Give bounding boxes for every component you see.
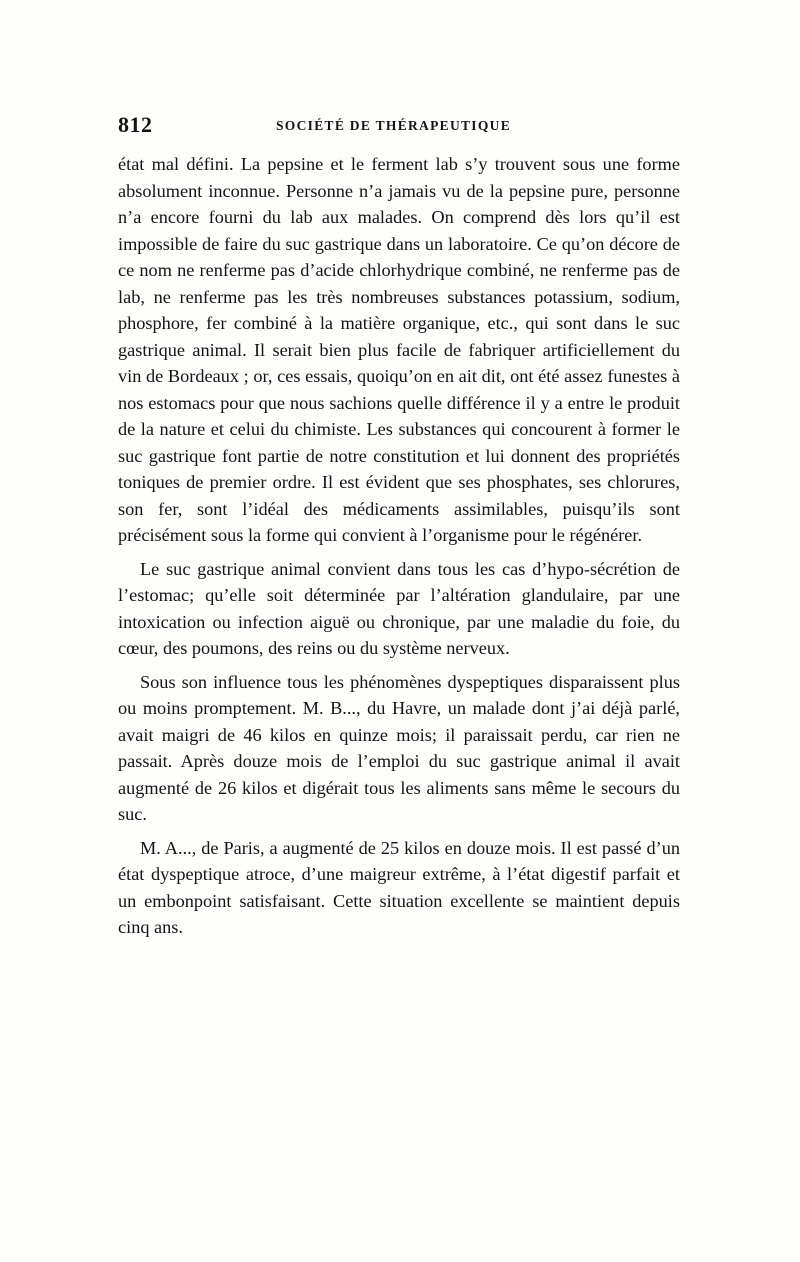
page-number: 812: [118, 112, 153, 137]
running-title: SOCIÉTÉ DE THÉRAPEUTIQUE: [276, 118, 512, 133]
body-text: [118, 151, 680, 948]
paragraph: Sous son influence tous les phénomènes dyspeptiques disparaissent plus ou moins promptement. M. B..., du Havre, un malade dont j’ai déjà parlé, avait maigri de 46 kilos en quinze mois; il paraissait perdu, car rien ne passait. Après douze mois de l’emploi du suc gastrique animal il avait augmenté de 26 kilos et digérait tous les aliments sans même le secours du suc.: [118, 671, 680, 824]
paragraph: Le suc gastrique animal convient dans tous les cas d’hypo-sécrétion de l’estomac; qu’elle soit déterminée par l’altération glandulaire, par une intoxication ou infection aiguë ou chronique, par une maladie du foie, du cœur, des poumons, des reins ou du système nerveux.: [118, 558, 680, 658]
paragraph: M. A..., de Paris, a augmenté de 25 kilos en douze mois. Il est passé d’un état dyspeptique atroce, d’une maigreur extrême, à l’état digestif parfait et un embonpoint satisfaisant. Cette situation excellente se maintient depuis cinq ans.: [118, 837, 680, 937]
page-header: [118, 112, 680, 142]
paragraph: état mal défini. La pepsine et le ferment lab s’y trouvent sous une forme absolument inconnue. Personne n’a jamais vu de la pepsine pure, personne n’a encore fourni du lab aux malades. On comprend dès lors qu’il est impossible de faire du suc gastrique dans un laboratoire. Ce qu’on décore de ce nom ne renferme pas d’acide chlorhydrique combiné, ne renferme pas de lab, ne renferme pas les très nombreuses substances potassium, sodium, phosphore, fer combiné à la matière organique, etc., qui sont dans le suc gastrique animal. Il serait bien plus facile de fabriquer artificiellement du vin de Bordeaux ; or, ces essais, quoiqu’on en ait dit, ont été assez funestes à nos estomacs pour que nous sachions quelle différence il y a entre le produit de la nature et celui du chimiste. Les substances qui concourent à former le suc gastrique font partie de notre constitution et lui donnent des propriétés toniques de premier ordre. Il est évident que ses phosphates, ses chlorures, son fer, sont l’idéal des médicaments assimilables, puisqu’ils sont précisément sous la forme qui convient à l’organisme pour le régénérer.: [118, 154, 680, 545]
